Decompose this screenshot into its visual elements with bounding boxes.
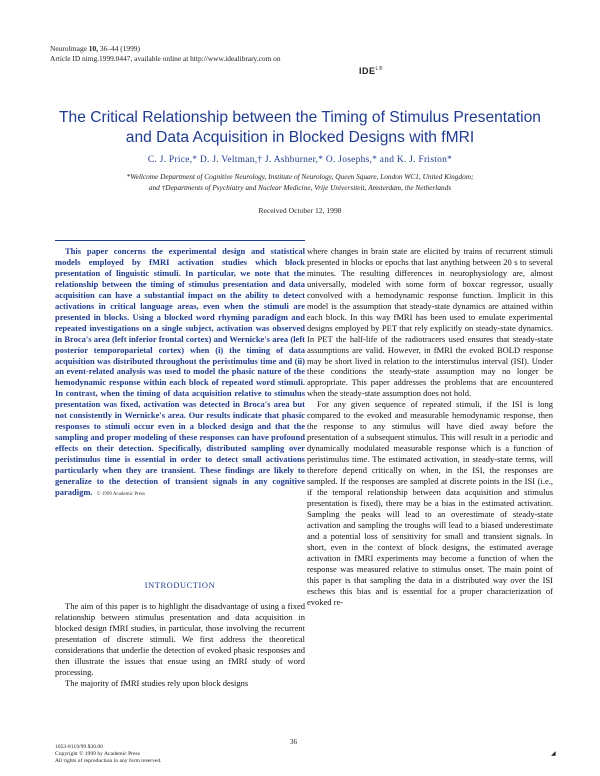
received-date: Received October 12, 1998 (258, 206, 342, 215)
issn-line: 1053-8119/99 $30.00 (55, 744, 103, 750)
journal-citation (50, 44, 281, 54)
abstract-rule (55, 240, 305, 241)
right-column-body (307, 246, 553, 607)
ideal-logo-sup: L® (375, 66, 383, 72)
paper-title (40, 108, 560, 147)
journal-pages: 36–44 (1999) (99, 44, 140, 53)
page-corner-mark: ◢ (551, 751, 556, 757)
page-number: 36 (290, 738, 297, 746)
title-line-2: and Data Acquisition in Blocked Designs with fMRI (125, 128, 475, 146)
abstract (55, 246, 305, 501)
ideal-logo-text: IDE (359, 66, 376, 76)
author-list: C. J. Price,* D. J. Veltman,† J. Ashburner,* O. Josephs,* and K. J. Friston* (147, 155, 453, 165)
journal-header (50, 44, 383, 76)
title-line-1: The Critical Relationship between the Timing of Stimulus Presentation (59, 109, 541, 126)
intro-paragraph-2: The majority of fMRI studies rely upon block designs (65, 677, 249, 688)
publisher-footer (55, 744, 162, 765)
right-paragraph-2: For any given sequence of repeated stimuli, if the ISI is long compared to the evoked and measurable hemodynamic response, then the response to any stimulus will have died away before the presentation of a subsequent stimulus. This will result in a periodic and dynamically modulated measurable response which is a function of peristimulus time. The estimated activation, in steady-state terms, will therefore depend critically on when, in the ISI, the responses are sampled. If the responses are sampled at discrete points in the ISI (i.e., if the temporal relationship between data acquisition and stimulus presentation is fixed), there may be a bias in the estimated activation. Sampling the peaks will lead to an overestimate of steady-state activation and sampling the troughs will lead to a biased underestimate and a potential loss of sensitivity for small and transient signals. In short, even in the context of block designs, the estimated average activation in fMRI experiments may become a function of when the response was measured relative to stimulus onset. The main point of this paper is that sampling the data in a distributed way over the ISI eschews this bias and is essential for a proper characterization of evoked re- (307, 399, 553, 607)
intro-paragraph-1: The aim of this paper is to highlight the disadvantage of using a fixed relationship between stimulus presentation and data acquisition in blocked design fMRI studies, in particular, those involving the recurrent presentation of discrete stimuli. We first address the theoretical considerations that underlie the detection of evoked phasic responses and then illustrate the issues that ensue using an fMRI study of word processing. (55, 601, 305, 677)
right-paragraph-1: where changes in brain state are elicited by trains of recurrent stimuli presented in blocks or epochs that last anything between 20 s to several minutes. The resulting differences in neurophysiology are, almost universally, modeled with some form of boxcar regressor, usually convolved with a hemodynamic response function. Implicit in this model is the assumption that steady-state dynamics are attained within each block. In this way fMRI has been used to emulate experimental designs employed by PET that rely explicitly on steady-state dynamics. In PET the half-life of the radiotracers used ensures that steady-state assumptions are valid. However, in fMRI the evoked BOLD response may be short lived in relation to the interstimulus interval (ISI). Under these conditions the steady-state assumption may no longer be appropriate. This paper addresses the problems that are encountered when the steady-state assumption does not hold. (307, 246, 553, 399)
affiliations (40, 171, 560, 193)
journal-volume: 10, (88, 44, 99, 53)
introduction-body (55, 601, 305, 689)
ideal-logo (359, 64, 383, 76)
affiliation-line-2: and †Departments of Psychiatry and Nuclear Medicine, Vrije Universiteit, Amsterdam, the Netherlands (148, 183, 452, 193)
abstract-text: This paper concerns the experimental design and statistical models employed by fMRI activation studies which block presentation of linguistic stimuli. In particular, we note that the relationship between the timing of stimulus presentation and data acquisition can have a substantial impact on the ability to detect activations in critical language areas, even when the stimuli are presented in blocks. Using a blocked word rhyming paradigm and repeated investigations on a single subject, activation was observed in Broca's area (left inferior frontal cortex) and Wernicke's area (left posterior temporoparietal cortex) when (i) the timing of data acquisition was distributed throughout the peristimulus time and (ii) an event-related analysis was used to model the phasic nature of the hemodynamic response within each block of repeated word stimuli. In contrast, when the timing of data acquisition relative to stimulus presentation was fixed, activation was detected in Broca's area but not consistently in Wernicke's area. Our results indicate that phasic responses to stimuli occur even in a blocked design and that the sampling and proper modeling of these responses can have profound effects on their detection. Specifically, distributed sampling over peristimulus time is essential in order to detect small activations particularly when they are transient. These findings are likely to generalize to the detection of transient signals in any cognitive paradigm. (55, 246, 305, 497)
affiliation-line-1: *Wellcome Department of Cognitive Neurology, Institute of Neurology, Queen Square, London WC1, United Kingdom; (126, 172, 474, 181)
journal-name: NeuroImage (50, 44, 87, 53)
abstract-copyright: © 1999 Academic Press (96, 491, 145, 497)
rights-line: All rights of reproduction in any form reserved. (55, 758, 162, 764)
article-id-line (50, 54, 383, 76)
article-id: Article ID nimg.1999.0447, available online at http://www.idealibrary.com on (50, 54, 281, 63)
section-heading-introduction: INTRODUCTION (144, 581, 216, 590)
copyright-line: Copyright © 1999 by Academic Press (55, 751, 140, 757)
